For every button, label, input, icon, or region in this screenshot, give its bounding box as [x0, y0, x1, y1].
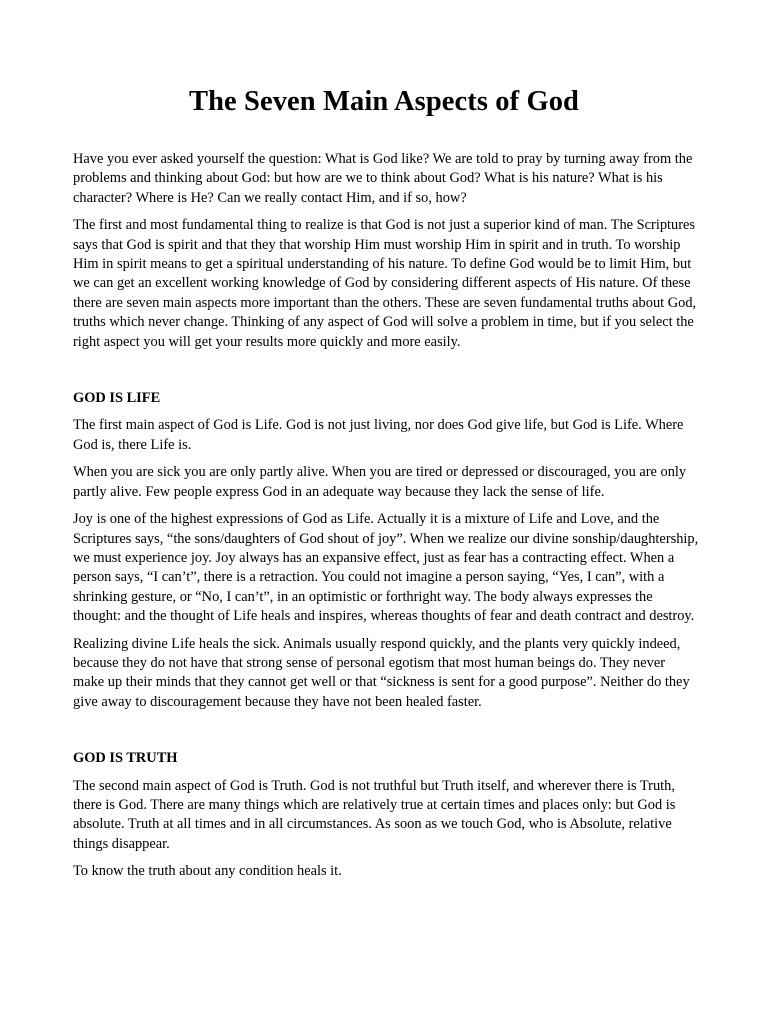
document-title: The Seven Main Aspects of God: [188, 86, 580, 117]
life-paragraph-4: Realizing divine Life heals the sick. Animals usually respond quickly, and the plants very quickly indeed, because they do not have that strong sense of personal egotism that most human beings do. They never make up their minds that they cannot get well or that “sickness is sent for a good purpose”. Neither do they give away to discouragement because they have not been healed faster.: [73, 635, 690, 710]
intro-paragraph-1: Have you ever asked yourself the question: What is God like? We are told to pray by turning away from the problems and thinking about God: but how are we to think about God? What is his nature? What is his character? Where is He? Can we really contact Him, and if so, how?: [73, 151, 693, 206]
truth-paragraph-2: To know the truth about any condition heals it.: [73, 863, 342, 880]
truth-paragraph-1: The second main aspect of God is Truth. God is not truthful but Truth itself, and wherever there is Truth, there is God. There are many things which are relatively true at certain times and places only: but God is absolute. Truth at all times and in all circumstances. As soon as we touch God, who is Absolute, relative things disappear.: [73, 777, 676, 852]
life-paragraph-2: When you are sick you are only partly alive. When you are tired or depressed or discouraged, you are only partly alive. Few people express God in an adequate way because they lack the sense of life.: [73, 464, 687, 500]
intro-paragraph-2: The first and most fundamental thing to realize is that God is not just a superior kind of man. The Scriptures says that God is spirit and that they that worship Him must worship Him in spirit and in truth. To worship Him in spirit means to get a spiritual understanding of his nature. To define God would be to limit Him, but we can get an excellent working knowledge of God by considering different aspects of His nature. Of these there are seven main aspects more important than the others. These are seven fundamental truths about God, truths which never change. Thinking of any aspect of God will solve a problem in time, but if you select the right aspect you will get your results more quickly and more easily.: [73, 217, 697, 350]
document-body: [73, 150, 699, 890]
section-heading-life: GOD IS LIFE: [73, 390, 161, 407]
life-paragraph-3: Joy is one of the highest expressions of God as Life. Actually it is a mixture of Life and Love, and the Scriptures says, “the sons/daughters of God shout of joy”. When we realize our divine sonship/daughtership, we must experience joy. Joy always has an expansive effect, just as fear has a contracting effect. When a person says, “I can’t”, there is a retraction. You could not imagine a person saying, “Yes, I can”, with a shrinking gesture, or “No, I can’t”, in an optimistic or forthright way. The body always expresses the thought: and the thought of Life heals and inspires, whereas thoughts of fear and death contract and destroy.: [73, 511, 699, 625]
section-heading-truth: GOD IS TRUTH: [73, 750, 178, 767]
life-paragraph-1: The first main aspect of God is Life. God is not just living, nor does God give life, but God is Life. Where God is, there Life is.: [73, 417, 684, 453]
